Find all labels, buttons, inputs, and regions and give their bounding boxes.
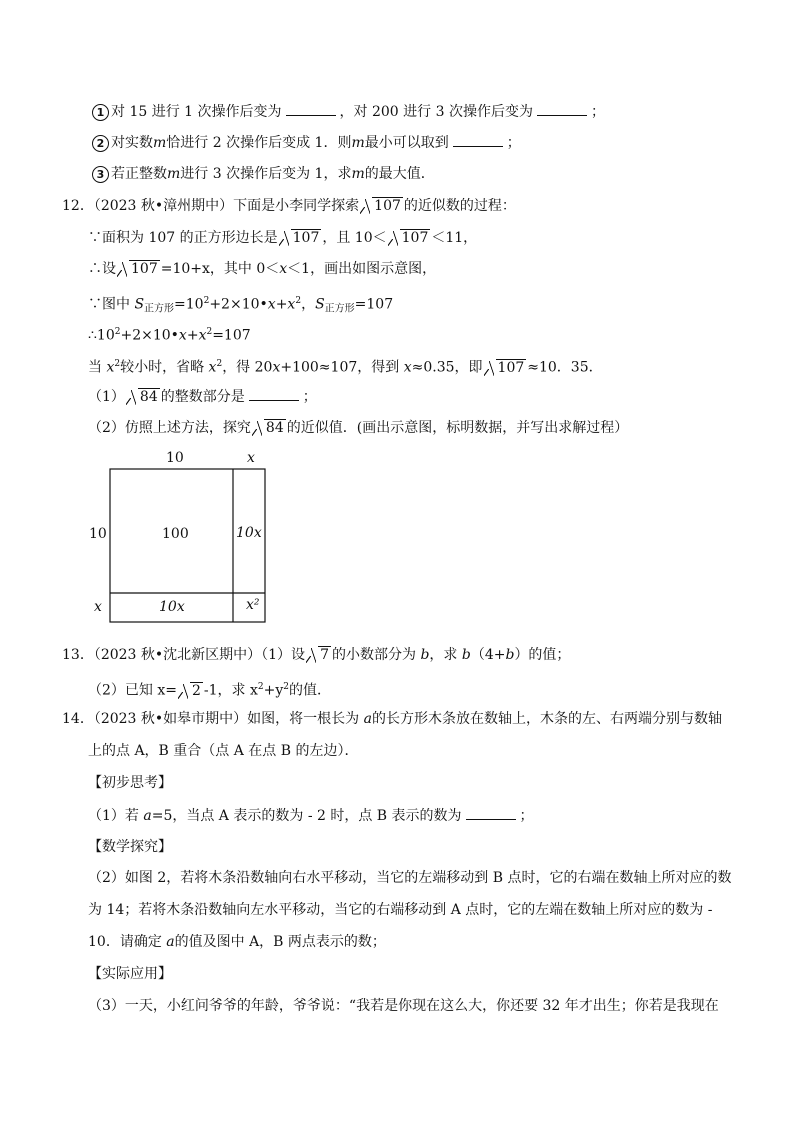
label-top-x: x bbox=[247, 450, 255, 466]
label-top-10: 10 bbox=[166, 450, 184, 466]
sqrt-symbol: 107 bbox=[117, 259, 160, 279]
q14-line-1: 14．（2023 秋•如皋市期中）如图，将一根长为 a的长方形木条放在数轴上，木条的左、右两端分别与数轴 bbox=[62, 711, 722, 727]
answer-blank[interactable] bbox=[466, 805, 516, 820]
label-bottom-10x: 10x bbox=[159, 599, 185, 615]
answer-blank[interactable] bbox=[453, 132, 503, 147]
circled-number: 3 bbox=[92, 166, 109, 183]
q14-part-3: （3）一天，小红问爷爷的年龄，爷爷说：“我若是你现在这么大，你还要 32 年才出生；你若是我现在 bbox=[88, 998, 719, 1014]
q13-line-2: （2）已知 x= 2 -1，求 $x^2+y^2$的值． bbox=[88, 682, 331, 699]
section-preliminary: 【初步思考】 bbox=[88, 775, 172, 791]
sqrt-symbol: 84 bbox=[252, 418, 286, 438]
sqrt-symbol: 2 bbox=[178, 681, 203, 701]
q11-item-2: 2 对实数m恰进行 2 次操作后变成 1．则m最小可以取到 ； bbox=[92, 132, 521, 153]
sqrt-symbol: 7 bbox=[306, 645, 331, 665]
label-right-10x: 10x bbox=[236, 525, 262, 541]
sqrt-symbol: 107 bbox=[360, 196, 403, 216]
q12-line-3: ∵图中 $S_{正方形}=10^2+2\times 10•x+x^2$，$S_{正方形}=107$ bbox=[88, 296, 394, 315]
answer-blank[interactable] bbox=[249, 386, 299, 401]
q14-part-2-line-2: 为 14；若将木条沿数轴向左水平移动，当它的右端移动到 A 点时，它的左端在数轴上所对应的数为 - bbox=[88, 902, 713, 918]
sqrt-symbol: 84 bbox=[126, 387, 160, 407]
sqrt-symbol: 107 bbox=[388, 228, 431, 248]
sqrt-symbol: 107 bbox=[279, 228, 322, 248]
answer-blank[interactable] bbox=[537, 101, 587, 116]
q12-part-1: （1） 84 的整数部分是 ； bbox=[88, 386, 317, 407]
sqrt-symbol: 107 bbox=[484, 358, 527, 378]
q12-line-4: $\therefore 10^2+2\times 10•x+x^2=107$ bbox=[88, 327, 251, 344]
q12-line-1: ∵面积为 107 的正方形边长是 107 ，且 10＜ 107 ＜11， bbox=[88, 230, 478, 246]
label-corner-x2: x² bbox=[246, 597, 260, 613]
q11-item-3: 3 若正整数m进行 3 次操作后变为 1，求m的最大值． bbox=[92, 164, 435, 184]
q13-line-1: 13．（2023 秋•沈北新区期中）（1）设 7 的小数部分为 b，求 b（4+b）的值； bbox=[62, 647, 571, 663]
section-application: 【实际应用】 bbox=[88, 966, 172, 982]
section-math-explore: 【数学探究】 bbox=[88, 839, 172, 855]
label-center-100: 100 bbox=[162, 526, 189, 542]
q14-part-2-line-3: 10．请确定 a的值及图中 A，B 两点表示的数； bbox=[88, 934, 386, 950]
circled-number: 1 bbox=[92, 104, 109, 121]
q12-part-2: （2）仿照上述方法，探究 84 的近似值．(画出示意图，标明数据，并写出求解过程） bbox=[88, 420, 629, 436]
q12-line-2: ∴设 107 =10+x，其中 0＜x＜1，画出如图示意图， bbox=[88, 261, 437, 277]
label-left-x: x bbox=[94, 599, 102, 615]
q11-item-1: 1 对 15 进行 1 次操作后变为 ，对 200 进行 3 次操作后变为 ； bbox=[92, 101, 605, 122]
q12-line-5: 当 $x^2$较小时，省略 $x^2$，得 20x+100≈107，得到 x≈0.35，即 107 ≈10．35． bbox=[88, 359, 603, 376]
q14-line-2: 上的点 A，B 重合（点 A 在点 B 的左边）． bbox=[88, 743, 359, 759]
label-left-10: 10 bbox=[89, 526, 107, 542]
circled-number: 2 bbox=[92, 135, 109, 152]
square-diagram bbox=[84, 447, 284, 627]
q12-header: 12．（2023 秋•漳州期中）下面是小李同学探索 107 的近似数的过程： bbox=[62, 198, 516, 214]
q14-part-2-line-1: （2）如图 2，若将木条沿数轴向右水平移动，当它的左端移动到 B 点时，它的右端在数轴上所对应的数 bbox=[88, 870, 732, 886]
answer-blank[interactable] bbox=[286, 101, 336, 116]
q14-part-1: （1）若 a=5，当点 A 表示的数为 - 2 时，点 B 表示的数为 ； bbox=[88, 805, 534, 826]
